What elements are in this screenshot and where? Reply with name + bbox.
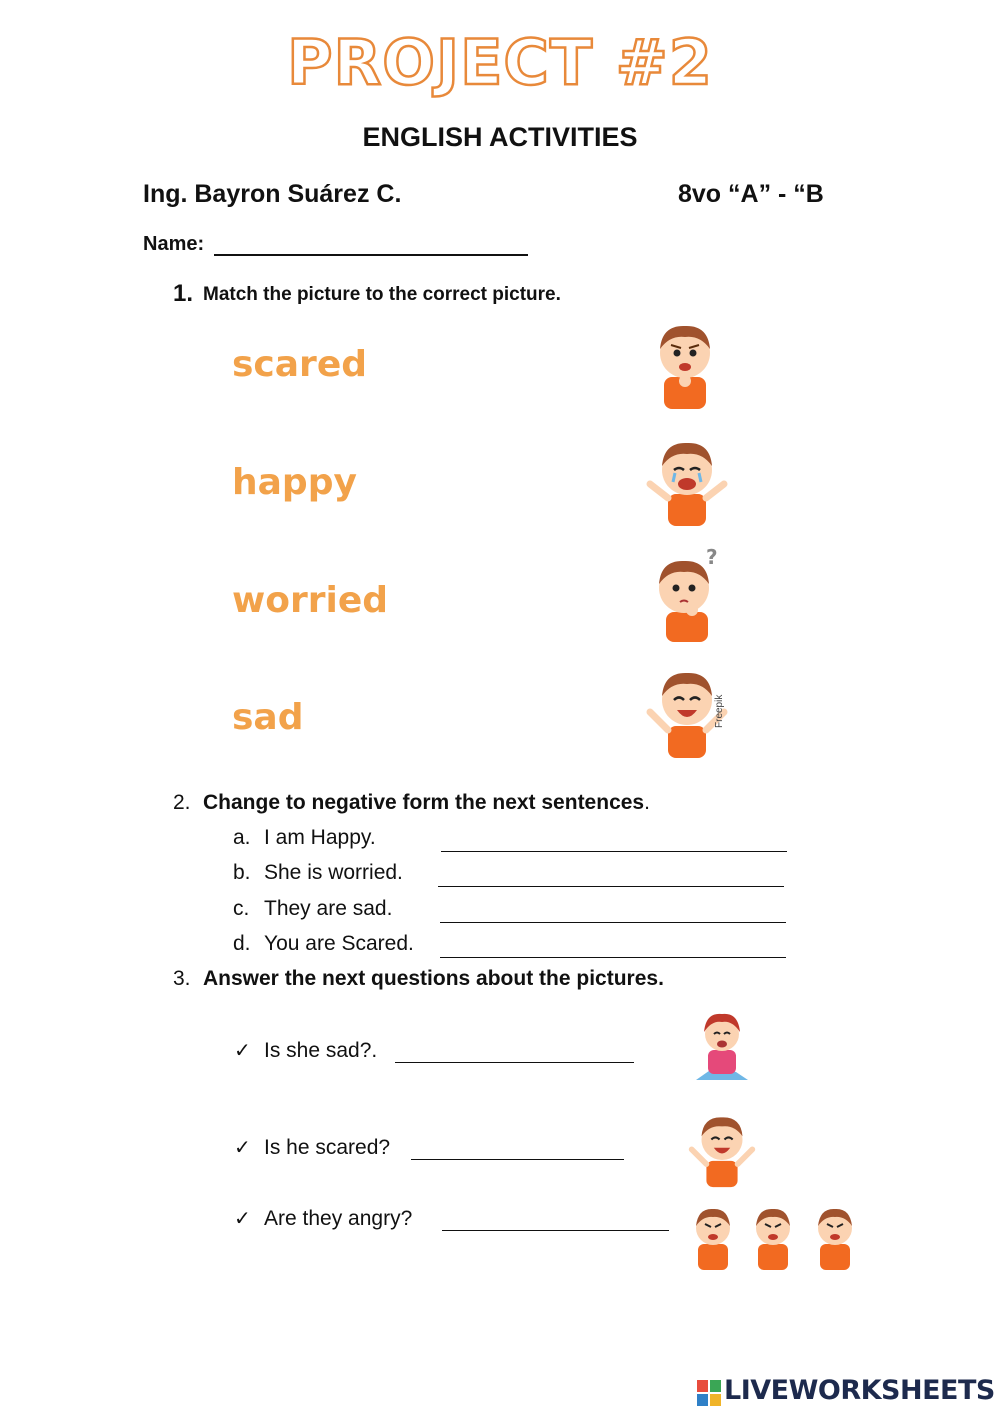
q3-answer-3[interactable] [442, 1230, 669, 1231]
word-happy[interactable]: happy [232, 462, 357, 503]
angry-kids-picture [686, 1200, 870, 1276]
q2-letter-b: b. [233, 861, 251, 884]
q2-answer-d[interactable] [440, 957, 786, 958]
check-icon: ✓ [234, 1208, 251, 1230]
q2-answer-b[interactable] [438, 886, 784, 887]
q3-question-1: Is she sad?. [264, 1039, 378, 1062]
q2-letter-c: c. [233, 897, 250, 920]
q2-sentence-d: You are Scared. [264, 932, 414, 955]
crying-girl-picture [686, 1006, 756, 1086]
grade-label: 8vo “A” - “B [678, 180, 824, 208]
check-icon: ✓ [234, 1040, 251, 1062]
name-label: Name: [143, 233, 205, 255]
q2-answer-a[interactable] [441, 851, 787, 852]
q3-instruction: Answer the next questions about the pictures. [203, 967, 664, 990]
q2-answer-c[interactable] [440, 922, 786, 923]
happy-boy-picture-2 [684, 1110, 760, 1192]
q1-instruction: Match the picture to the correct picture. [203, 284, 561, 305]
liveworksheets-logo-icon [697, 1380, 721, 1406]
q3-question-3: Are they angry? [264, 1207, 413, 1230]
teacher-name: Ing. Bayron Suárez C. [143, 180, 402, 208]
word-sad[interactable]: sad [232, 697, 304, 738]
q2-sentence-b: She is worried. [264, 861, 403, 884]
svg-text:?: ? [706, 546, 718, 569]
subtitle: ENGLISH ACTIVITIES [362, 122, 638, 152]
q2-sentence-a: I am Happy. [264, 826, 376, 849]
q2-letter-a: a. [233, 826, 251, 849]
name-field[interactable] [214, 254, 528, 256]
q3-number: 3. [173, 967, 191, 990]
q2-letter-d: d. [233, 932, 251, 955]
scared-boy-picture[interactable] [640, 315, 730, 415]
q2-instruction-text: Change to negative form the next sentences [203, 791, 645, 814]
thinking-boy-picture[interactable] [642, 546, 732, 646]
q3-answer-2[interactable] [411, 1159, 624, 1160]
crying-boy-picture[interactable] [642, 432, 732, 532]
q2-instruction-punct: . [644, 791, 650, 814]
liveworksheets-brand[interactable]: LIVEWORKSHEETS [724, 1375, 995, 1406]
check-icon: ✓ [234, 1137, 251, 1159]
word-scared[interactable]: scared [232, 344, 367, 385]
q2-instruction [203, 791, 650, 815]
word-worried[interactable]: worried [232, 580, 389, 621]
q3-answer-1[interactable] [395, 1062, 634, 1063]
q3-question-2: Is he scared? [264, 1136, 391, 1159]
freepik-credit: Freepik [714, 694, 725, 728]
q2-sentence-c: They are sad. [264, 897, 393, 920]
q1-number: 1. [173, 280, 194, 307]
q2-number: 2. [173, 791, 191, 814]
project-title: PROJECT #2 [287, 26, 713, 99]
